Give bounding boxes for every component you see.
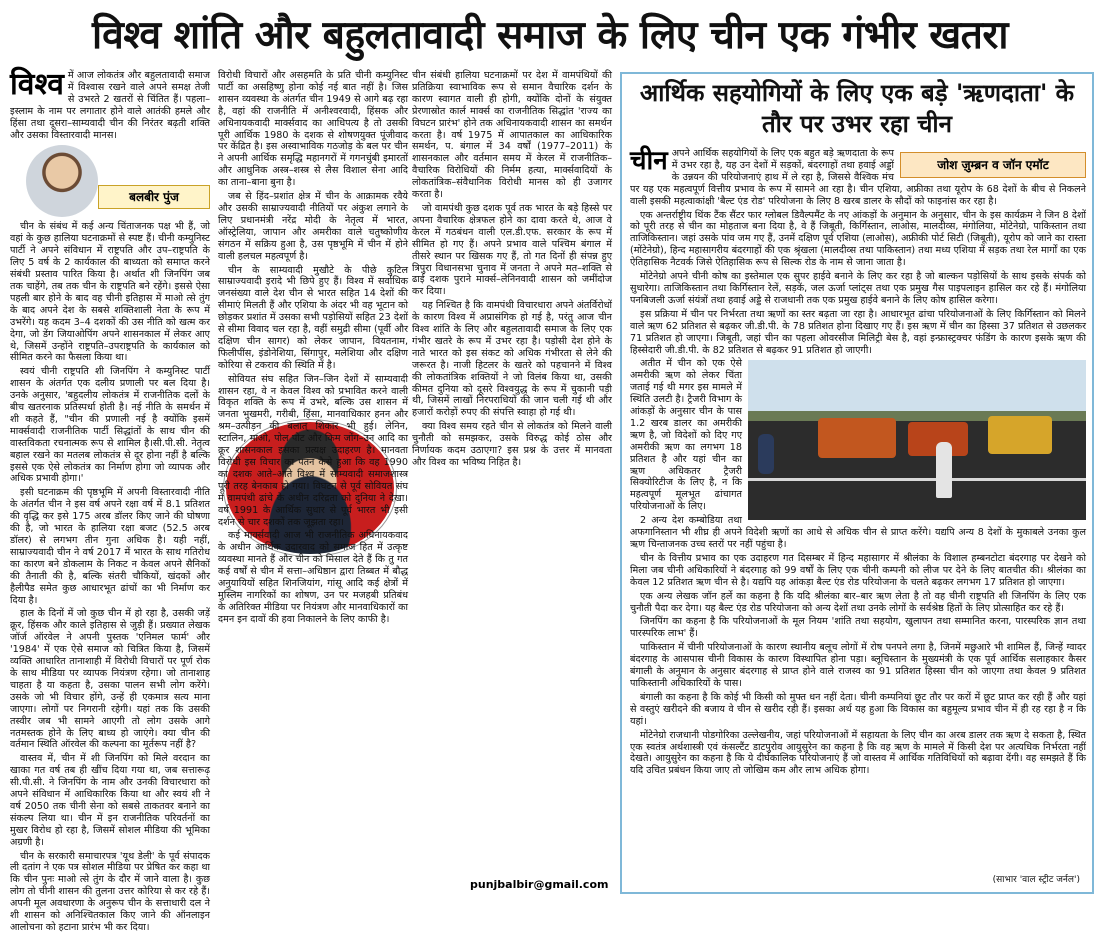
sidebar-title: आर्थिक सहयोगियों के लिए एक बड़े 'ऋणदाता' के तौर पर उभर रहा चीन bbox=[639, 79, 1075, 138]
main-paragraph: यह निश्चित है कि वामपंथी विचारधारा अपने अंतर्विरोधों के कारण विश्व में अप्रासंगिक हो गई है, परंतु आज चीन विश्व शांति के लिए और बहुलतावादी समाज के लिए एक गंभीर खतरे के रूप में उभर रहा है। पड़ोसी देश होने के नाते भारत को इस संकट को अधिक गंभीरता से लेने की जरूरत है। नाजी हिटलर के खतरे को पहचानने में विश्व की लोकतांत्रिक शक्तियों ने जो विलंब किया था, उसकी कीमत दुनिया को दूसरे विश्वयुद्ध के रूप में चुकानी पड़ी थी, जिसमें लाखों निरपराधियों की जान चली गई थी और हजारों करोड़ों रुपए की संपत्ति स्वाहा हो गई थी। bbox=[412, 300, 612, 419]
main-paragraph: चीन संबंधी हालिया घटनाक्रमों पर देश में वामपंथियों की प्रतिक्रिया स्वाभाविक रूप से समान वैचारिक दर्शन के कारण स्वागत वाली ही होगी, क्योंकि दोनों के संयुक्त प्रेरणास्रोत कार्ल मार्क्स का राजनीतिक सिद्धांत 'राज्य का विघटन प्रारंभ' होने तक अधिनायकवादी शासन का समर्थन करता है। वर्ष 1975 में आपातकाल का आधिकारिक समर्थन, प. बंगाल में 34 वर्षों (1977–2011) के शासनकाल और वर्तमान समय में केरल में राजनीतिक–वैचारिक विरोधियों की निर्मम हत्या, मार्क्सवादियों के लोकतांत्रिक–संवैधानिक विरोधी मानस को ही उजागर करता है। bbox=[412, 70, 612, 201]
sidebar-paragraph: पाकिस्तान में चीनी परियोजनाओं के कारण स्थानीय बलूच लोगों में रोष पनपने लगा है, जिनमें मछुआरे भी शामिल हैं, जिन्हें ग्वादर बंदरगाह के आसपास चीनी विकास के कारण विस्थापित होना पड़ा। ब्लूचिस्तान के मुख्यमंत्री के एक पूर्व आर्थिक सलाहकार कैसर बंगाली के अनुमान के अनुसार बंदरगाह से प्राप्त होने वाले राजस्व का 91 प्रतिशत हिस्सा चीन को जाएगा तथा केवल 9 प्रतिशत पाकिस्तानी अधिकारियों के पास। bbox=[630, 642, 1086, 689]
sidebar-paragraph: मोंटेनेग्रो राजधानी पोडगोरिका उल्लेखनीय, जहां परियोजनाओं में सहायता के लिए चीन का अरब डालर तक ऋण दे सकता है, स्थित एक स्वतंत्र अर्थशास्त्री एवं कंसल्टैंट डाटपुरोव आयुसुरेन का कहना है कि वह ऋण के मामले में किसी देश पर अत्यधिक निर्भरता नहीं देखते। आयुसुरेन का कहना है कि ये दीर्घकालिक परियोजनाएं हैं जो वास्तव में आर्थिक गतिविधियों को बढ़ावा देंगी। वह समझते हैं कि यदि उचित प्रबंधन किया जाए तो जोखिम कम और लाभ अधिक होगा। bbox=[630, 729, 1086, 777]
main-paragraph: विरोधी विचारों और असहमति के प्रति चीनी कम्युनिस्ट पार्टी का असहिष्णु होना कोई नई बात नहीं है। जिस शासन व्यवस्था के अंतर्गत चीन 1949 से आगे बढ़ रहा है, वहां की राजनीति में अनीश्वरवादी, हिंसक और अधिनायकवादी मार्क्सवाद का आधिपत्य है तो उसकी पूरी आर्थिक 1980 के दशक से शोषणयुक्त पूंजीवाद पर केंद्रित है। इस अस्वाभाविक गठजोड़ के बल पर चीन ने अपनी आर्थिक समृद्धि महानगरों में गगनचुंबी इमारतों और आधुनिक अस्त्र–शस्त्र से लैस विशाल सेना आदि का ताना–बाना बुना है। bbox=[218, 70, 408, 189]
sidebar-paragraph: अपने आर्थिक सहयोगियों के लिए एक बहुत बड़े ऋणदाता के रूप में उभर रहा है, यह उन देशों में सड़कों, बंदरगाहों तथा हवाई अड्डों के उन्नयन की परियोजनाएं हाथ में ले रहा है, जिससे वैश्विक मंच पर यह एक महत्वपूर्ण वित्तीय प्रभाव के रूप में सामने आ रहा है। चीन एशिया, अफ्रीका तथा यूरोप के 68 देशों के बीच से निकलने वाली इसकी महत्वाकांक्षी 'बैल्ट एंड रोड' परियोजना के लिए 8 खरब डालर के सौदों को फाइनांस कर रहा है। bbox=[630, 148, 1086, 207]
sidebar-dropcap: चीन bbox=[630, 146, 668, 176]
road-roller-shape bbox=[818, 418, 896, 458]
road-construction-photo bbox=[748, 360, 1086, 520]
main-paragraph: हाल के दिनों में जो कुछ चीन में हो रहा है, उसकी जड़ें क्रूर, हिंसक और काले इतिहास से जुड़ी हैं। प्रख्यात लेखक जॉर्ज ऑरवेल ने अपनी पुस्तक 'एनिमल फार्म' और '1984' में एक ऐसे समाज को चित्रित किया है, जिसमें व्यक्ति आधारित तानाशाही में विरोधी विचारों पर पूर्ण रोक के साथ मीडिया पर व्यापक नियंत्रण रहेगा। जो तानाशाह चाहता है या कहता है, उसका पालन सभी लोग करेंगे। उसके जो भी विचार होंगे, उन्हें ही एकमात्र सत्य माना जाएगा। लोगों पर निगरानी रहेगी। यहां तक कि उसकी तस्वीर जब भी सामने आएगी तो लोग उसके आगे नतमस्तक होने के लिए बाध्य हो जाएंगे। क्या चीन की वर्तमान स्थिति ऑरवेल की कल्पना का मूर्तरूप नहीं है? bbox=[10, 608, 210, 751]
main-article-column-2 bbox=[218, 70, 408, 892]
sidebar-body bbox=[630, 148, 1086, 888]
main-paragraph: चीन के साम्यवादी मुखौटे के पीछे कुटिल साम्राज्यवादी इरादे भी छिपे हुए हैं। विश्व में सर्वाधिक जनसंख्या वाले देश चीन से भारत सहित 14 देशों की सीमाएं मिलती हैं और एशिया के अंदर भी वह भूटान को छोड़कर प्रशांत में उसका सभी पड़ोसियों सहित 23 देशों से सीमा विवाद चल रहा है, वहीं समुद्री सीमा (पूर्वी और दक्षिण चीन सागर) को लेकर जापान, वियतनाम, फिलीपींस, इंडोनेशिया, सिंगापुर, मलेशिया और दक्षिण कोरिया से टकराव की स्थिति में है। bbox=[218, 264, 408, 371]
main-paragraph: जो वामपंथी कुछ दशक पूर्व तक भारत के बड़े हिस्से पर अपना वैचारिक क्षेत्रफल होने का दावा करते थे, आज वे केरल में गठबंधन वाली एल.डी.एफ. सरकार के रूप में सीमित हो गए हैं। अपने प्रभाव वाले पश्चिम बंगाल में तीसरे स्थान पर खिसक गए हैं, तो गत दिनों ही संपन्न हुए त्रिपुरा विधानसभा चुनाव में जनता ने अपने मत–शक्ति से ढाई दशक पुराने मार्क्स–लेनिनवादी शासन को जमींदोज कर दिया। bbox=[412, 202, 612, 298]
main-paragraph: सोवियत संघ सहित जिन–जिन देशों में साम्यवादी शासन रहा, वे न केवल विश्व को प्रभावित करने वाली विकृत शक्ति के रूप में उभरे, बल्कि उस शासन में जनता भुखमरी, गरीबी, हिंसा, मानवाधिकार हनन और श्रम–उत्पीड़न की बलात् शिकार भी हुई। लेनिन, स्टालिन, माओ, पोल पोट और किम जोंग–उन आदि का क्रूर शासनकाल इसका प्रत्यक्ष उदाहरण है। मानवता विरोधी इस विचार का पतन कैसे हुआ कि वह 1990 का दशक आते–आते विश्व में साम्यवादी समाजशास्त्र पूरी तरह बेनकाब हो गया। विघटन से पूर्व सोवियत संघ में वामपंथी ढांचे के अधीन दरिद्रता को दुनिया ने देखा। वर्ष 1991 के आर्थिक सुधार से पूर्व भारत भी इसी दर्शन से चार दशकों तक जूझता रहा। bbox=[218, 373, 408, 528]
sidebar-credit: (साभार 'वाल स्ट्रीट जर्नल') bbox=[992, 875, 1080, 885]
main-dropcap: विश्व bbox=[10, 67, 64, 102]
bystander-figure bbox=[758, 434, 774, 474]
author-email: punjbalbir@gmail.com bbox=[470, 878, 609, 891]
main-article-column-3 bbox=[412, 70, 612, 892]
sidebar-paragraph: अतीत में चीन को एक ऐसे अमरीकी ऋण को लेकर चिंता जताई गई थी मगर इस मामले में स्थिति उलटी है। ट्रैजरी विभाग के आंकड़ों के अनुसार चीन के पास 1.2 खरब डालर का अमरीकी ऋण है, जो विदेशों को दिए गए अमरीकी ऋण का लगभग 18 प्रतिशत है और यहां चीन का ऋण अधिकतर ट्रैजरी सिक्योरिटीज के लिए है, न कि महत्वपूर्ण मूलभूत ढांचागत परियोजनाओं के लिए। bbox=[630, 358, 742, 513]
main-paragraph: कई मार्क्सवादी आज भी राजनीतिक अधिनायकवाद के अधीन आर्थिक उदारवाद को समाज हित में उत्कृष्ट व्यवस्था मानते हैं और चीन को मिसाल देते हैं कि तु गत कई वर्षों से चीन में सत्ता–अधिष्ठान द्वारा तिब्बत में बौद्ध अनुयायियों सहित शिनजियांग, गांसू आदि कई क्षेत्रों में मुस्लिम नागरिकों का शोषण, उन पर मजहबी प्रतिबंध के अतिरिक्त मीडिया पर नियंत्रण और मानवाधिकारों का दमन इन दावों की हवा निकालने के लिए काफी है। bbox=[218, 530, 408, 625]
main-paragraph: चीन के सरकारी समाचारपत्र 'यूथ डेली' के पूर्व संपादक ली दतांग ने एक पत्र सोशल मीडिया पर प्रेषित कर कहा था कि चीन पुनः माओ त्से तुंग के दौर में जाने वाला है। कुछ लोग तो चीनी शासन की तुलना उत्तर कोरिया से कर रहे हैं। अपनी मूल अवधारणा के अनुरूप चीन के सत्ताधारी दल ने शी शासन को अनिश्चितकाल किए जाने की ऑनलाइन आलोचना को हटाना प्रारंभ भी कर दिया। bbox=[10, 850, 210, 933]
road-roller-shape bbox=[988, 416, 1052, 454]
author-block bbox=[14, 145, 210, 217]
road-lane-marking bbox=[748, 478, 1086, 481]
main-paragraph: में आज लोकतंत्र और बहुलतावादी समाज में विश्वास रखने वाले अपने समक्ष तेजी से उभरते 2 खतरों से चिंतित हैं। पहला– इस्लाम के नाम पर लगातार होने वाले आतंकी हमले और हिंसा तथा दूसरा–साम्यवादी चीन की निरंतर बढ़ती शक्ति और उसका विस्तारवादी मानस। bbox=[10, 70, 210, 141]
main-paragraph: जब से हिंद–प्रशांत क्षेत्र में चीन के आक्रामक रवैये और उसकी साम्राज्यवादी नीतियों पर अंकुश लगाने के लिए प्रधानमंत्री नरेंद्र मोदी के नेतृत्व में भारत, ऑस्ट्रेलिया, जापान और अमरीका वाले चतुष्कोणीय संगठन में सक्रिय हुआ है, उस पृष्ठभूमि में चीन में होने वाली हलचल महत्वपूर्ण है। bbox=[218, 191, 408, 262]
main-paragraph: स्वयं चीनी राष्ट्रपति शी जिनपिंग ने कम्युनिस्ट पार्टी शासन के अंतर्गत एक दलीय प्रणाली पर बल दिया है। उनके अनुसार, 'बहुदलीय लोकतंत्र में राजनीतिक दलों के बीच खतरनाक प्रतिस्पर्धा होती है। नई नीति के समर्थन में शी कहते हैं, "चीन की प्रणाली नई है क्योंकि इसमें मार्क्सवादी राजनीतिक पार्टी सिद्धांतों के साथ चीन की वास्तविकता रचनात्मक रूप से शामिल है।सी.पी.सी. नेतृत्व बहाल रखने का मतलब लोकतंत्र से दूर होना नहीं है बल्कि इससे एक ऐसे लोकतंत्र का निर्माण होगा जो व्यापक और अधिक प्रभावी होगा।' bbox=[10, 366, 210, 485]
main-paragraph: वास्तव में, चीन में शी जिनपिंग को मिले वरदान का खाका गत वर्ष तब ही खींच दिया गया था, जब सत्तारूढ़ सी.पी.सी. ने जिनपिंग के नाम और उनकी विचारधारा को अपने संविधान में आधिकारिक किया था और स्वयं शी ने वर्ष 2050 तक चीनी सेना को सबसे ताकतवर बनाने का संकल्प लिया था। चीन में इन राजनीतिक परिवर्तनों का मुखर विरोध हो रहा है, जिसमें सोशल मीडिया की भूमिका अग्रणी है। bbox=[10, 753, 210, 848]
sidebar-paragraph: चीन के वित्तीय प्रभाव का एक उदाहरण गत दिसम्बर में हिन्द महासागर में श्रीलंका के विशाल हम्बनटोटा बंदरगाह पर देखने को मिला जब चीनी अधिकारियों ने बंदरगाह को 99 वर्षों के लिए एक चीनी कम्पनी को लीज पर देने के लिए बातचीत की। श्रीलंका का केवल 12 प्रतिशत ऋण चीन से है। यद्यपि यह आंकड़ा बैल्ट एंड रोड परियोजना के चलते बढ़कर लगभग 17 प्रतिशत हो जाएगा। bbox=[630, 552, 1086, 588]
sidebar-paragraph: 2 अन्य देश कम्बोडिया तथा अफगानिस्तान भी शीघ्र ही अपने विदेशी ऋणों का आधे से अधिक चीन से प्राप्त करेंगे। यद्यपि अन्य 8 देशों के मुकाबले उनका कुल ऋण चिन्ताजनक उच्च स्तरों पर नहीं पहुंचा है। bbox=[630, 515, 1086, 550]
main-paragraph: चीन के संबंध में कई अन्य चिंताजनक पक्ष भी हैं, जो वहां के कुछ हालिया घटनाक्रमों से स्पष्ट हैं। चीनी कम्युनिस्ट पार्टी ने अपने संविधान में राष्ट्रपति और उप–राष्ट्रपति के लिए 5 वर्ष के 2 कार्यकाल की बाध्यता को समाप्त करने संबंधी प्रस्ताव पारित किया है। अर्थात शी जिनपिंग जब तक चाहेंगे, तब तक चीन के राष्ट्रपति बने रहेंगे। इससे ऐसा पहली बार होने के बाद वह चीनी इतिहास में माओ त्से तुंग के बाद अपने देश के सबसे शक्तिशाली नेता के रूप में उभरेंगे। यह कदम 3–4 दशकों की उस नीति को खत्म कर देगा, जो डेंग जियाओपिंग अपने शासनकाल में लेकर आए थे, जिसमें उन्होंने राष्ट्रपति–उपराष्ट्रपति के कार्यकाल को सीमित करने का फैसला किया था। bbox=[10, 221, 210, 364]
sidebar-paragraph: इस प्रक्रिया में चीन पर निर्भरता तथा ऋणों का स्तर बढ़ता जा रहा है। आधारभूत ढांचा परियोजनाओं के लिए किर्गिस्तान को मिलने वाले ऋण 62 प्रतिशत से बढ़कर जी.डी.पी. के 78 प्रतिशत होना दिखाए गए हैं। इस ऋण में चीन का हिस्सा 37 प्रतिशत से उछलकर 71 प्रतिशत हो जाएगा। जिबूती, जहां चीन का पहला ओवरसीज मिलिट्री बेस है, वहां इन्फ्रास्ट्रक्चर फंडिंग के कारण इसके ऋण की हिस्सेदारी जी.डी.पी. के 82 प्रतिशत से बढ़कर 91 प्रतिशत हो जाएगी। bbox=[630, 308, 1086, 356]
sidebar-paragraph: जिनपिंग का कहना है कि परियोजनाओं के मूल नियम 'शांति तथा सहयोग, खुलापन तथा सम्मानित करना, पारस्परिक ज्ञान तथा पारस्परिक लाभ' हैं। bbox=[630, 616, 1086, 640]
sidebar-paragraph: एक अन्तर्राष्ट्रीय थिंक टैंक सैंटर फार ग्लोबल डिवैल्पमैंट के नए आंकड़ों के अनुमान के अनुसार, चीन के इस कार्यक्रम ने जिन 8 देशों को पूरी तरह से चीन का मोहताज बना दिया है, वे हैं जिबूती, किर्गिस्तान, लाओस, मालदीव्स, मंगोलिया, मोंटेनेग्रो, पाकिस्तान तथा ताजिकिस्तान। जहां उसके पांव जम गए हैं, उनमें दक्षिण पूर्व एशिया (लाओस), अफ्रीकी पोर्ट सिटी (जिबूती), यूरोप को जाने का रास्ता (मोंटेनेग्रो), हिन्द महासागरीय बंदरगाहों की एक श्रृंखला (मालदीव्स तथा पाकिस्तान) तथा मध्य एशिया में सड़क तथा रेल मार्गों का एक ऐतिहासिक नैटवर्क जिसे ऐतिहासिक रूप से सिल्क रोड के नाम से जाना जाता है। bbox=[630, 209, 1086, 269]
main-paragraph: इसी घटनाक्रम की पृष्ठभूमि में अपनी विस्तारवादी नीति के अंतर्गत चीन ने इस वर्ष अपने रक्षा वर्ष में 8.1 प्रतिशत की वृद्धि कर इसे 175 अरब डॉलर किए जाने की घोषणा की है, जो भारत के हालिया रक्षा बजट (52.5 अरब डॉलर) से लगभग तीन गुना अधिक है। यही नहीं, साम्राज्यवादी चीन ने वर्ष 2017 में भारत के साथ गतिरोध का कारण बने डोकलाम के निकट न केवल अपने सैनिकों की तैनाती की है, बल्कि संतरी चौकियों, खंदकों और हैलीपैड समेत कुछ आधारभूत ढांचों का भी निर्माण कर दिया है। bbox=[10, 487, 210, 606]
main-article-column-1 bbox=[10, 67, 210, 933]
headline: विश्व शांति और बहुलतावादी समाज के लिए चीन एक गंभीर खतरा bbox=[92, 13, 1008, 58]
sidebar-paragraph: मोंटेनेग्रो अपने चीनी कोष का इस्तेमाल एक सुपर हाईवे बनाने के लिए कर रहा है जो बाल्कन पड़ोसियों के साथ इसके संपर्क को सुधारेगा। ताजिकिस्तान तथा किर्गिस्तान रेलें, सड़कें, जल ऊर्जा प्लांट्स तथा एक प्रमुख गैस पाइपलाइन हासिल कर रहे हैं। मंगोलिया पनबिजली ऊर्जा संयंत्रों तथा हवाई अड्डे से राजधानी तक एक प्रमुख हाईवे बनाने के लिए कोष हासिल करेगा। bbox=[630, 271, 1086, 306]
author-name: बलबीर पुंज bbox=[98, 185, 210, 209]
author-photo bbox=[26, 145, 98, 217]
main-paragraph: क्या विश्व समय रहते चीन से लोकतंत्र को मिलने वाली चुनौती को समझकर, उसके विरुद्ध कोई ठोस और निर्णायक कदम उठाएगा? इस प्रश्न के उत्तर में मानवता और विश्व का भविष्य निहित है। bbox=[412, 421, 612, 468]
sidebar-article bbox=[620, 72, 1094, 894]
sidebar-paragraph: एक अन्य लेखक जॉन हर्ले का कहना है कि यदि श्रीलंका बार–बार ऋण लेता है तो वह चीनी राष्ट्रपति शी जिनपिंग के लिए एक चुनौती पैदा कर देगा। यह बैल्ट एंड रोड परियोजना को अन्य देशों तथा उनके लोगों के सर्वश्रेष्ठ हितों के लिए प्रोत्साहित कर रहे हैं। bbox=[630, 590, 1086, 614]
sidebar-paragraph: बंगाली का कहना है कि कोई भी किसी को मुफ्त धन नहीं देता। चीनी कम्पनियां छूट तौर पर करों में छूट प्राप्त कर रही हैं और यहां से वस्तुएं खरीदने की बजाय वे चीन से खरीद रही हैं। इसका अर्थ यह हुआ कि विकास का बहुमूल्य प्रभाव चीन में ही रह रहा है न कि यहां। bbox=[630, 691, 1086, 727]
sidebar-byline: जोश ज़ुम्ब्रन व जॉन एमॉट bbox=[900, 152, 1086, 178]
worker-figure bbox=[936, 442, 952, 498]
